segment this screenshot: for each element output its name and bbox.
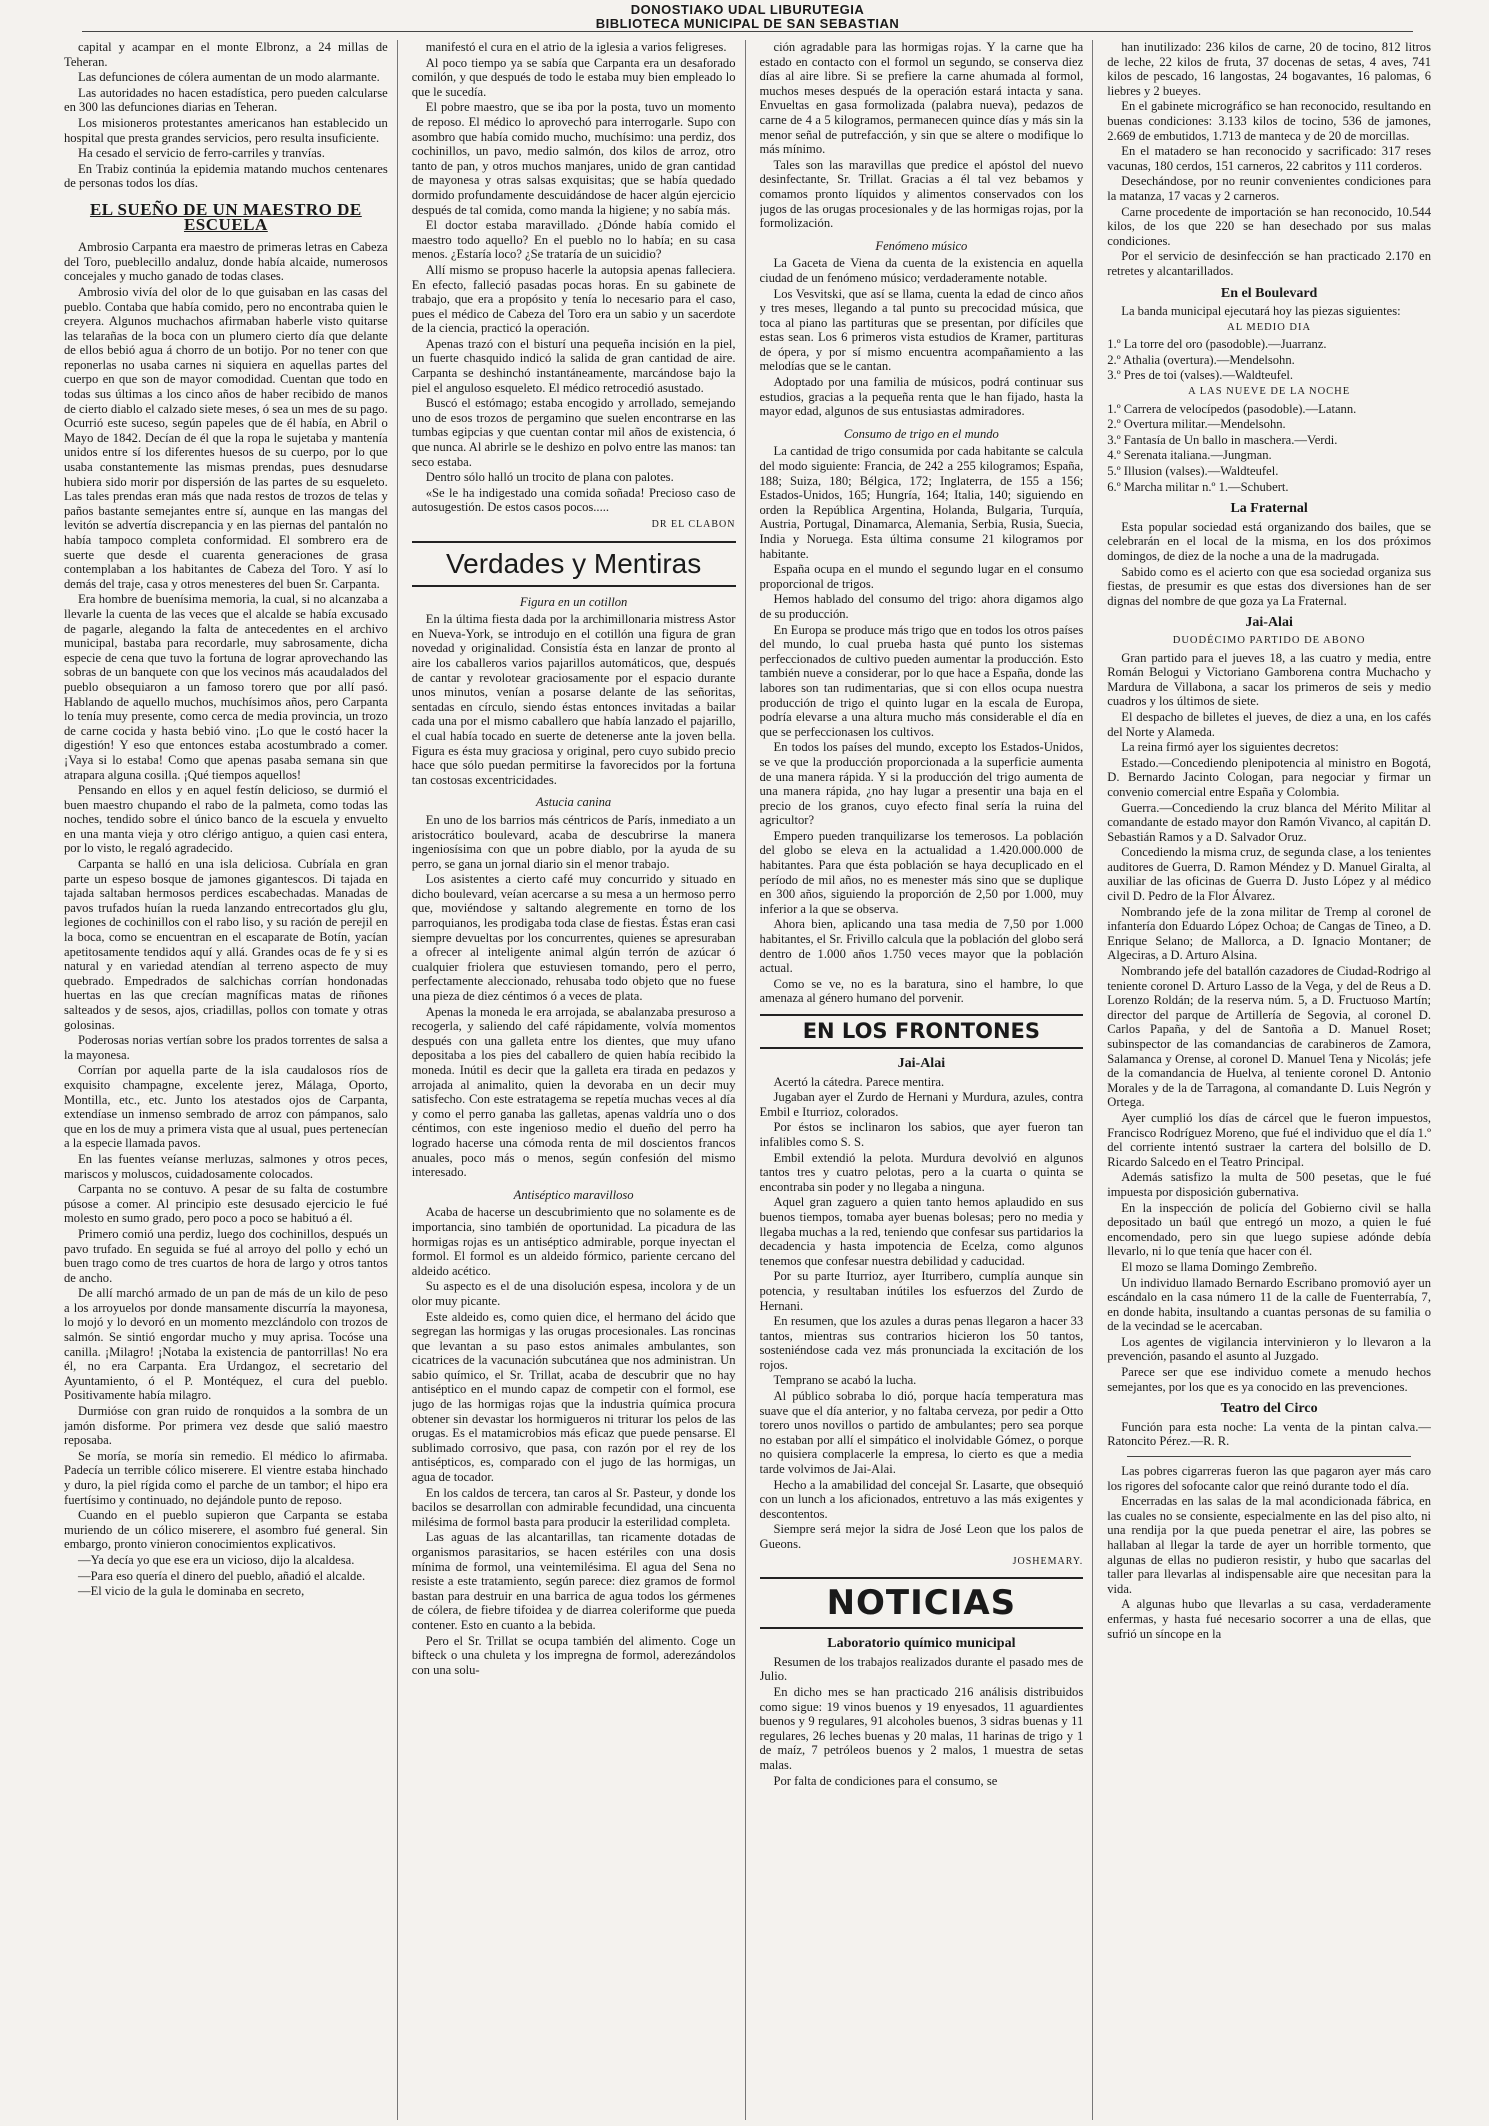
paragraph: Pero el Sr. Trillat se ocupa también del alimento. Coge un bifteck o una chuleta y los impregna de formol, aderezándolos con una solu- — [411, 1633, 736, 1677]
paragraph: Por éstos se inclinaron los sabios, que ayer fueron tan infalibles como S. S. — [759, 1120, 1084, 1149]
section-title-verdades: Verdades y Mentiras — [412, 541, 736, 587]
paragraph: 3.º Fantasía de Un ballo in maschera.—Verdi. — [1107, 432, 1338, 447]
divider — [1127, 1456, 1411, 1457]
paragraph: España ocupa en el mundo el segundo lugar en el consumo proporcional de trigos. — [759, 562, 1084, 591]
paragraph: Se moría, se moría sin remedio. El médico lo afirmaba. Padecía un terrible cólico miserere. El vientre estaba hinchado y duro, la piel rígida como el parche de un tambor; el hipo era fuertísimo y continuado, no dejándole punto de reposo. — [64, 1448, 388, 1507]
article-body-sueno-cont — [412, 40, 736, 515]
paragraph: El mozo se llama Domingo Zembreño. — [1121, 1259, 1318, 1274]
band-part-night: A LAS NUEVE DE LA NOCHE — [1188, 386, 1351, 398]
paragraph: En la última fiesta dada por la archimillonaria mistress Astor en Nueva-York, se introdujo en el cotillón una figura de gran novedad y originalidad. Consistía ésta en lanzar de pronto al aire los caballeros varios pajarillos automáticos, que, después de cantar y revolotear graciosamente por el espacio durante unos minutos, venían a posarse delante de las señoritas, sentadas en círculo, siendo éstas entonces invitadas a bailar cada una por el mismo caballero que había lanzado el pajarillo, el cual había tocado en suerte de detenerse ante la joven bella. Figura es ésta muy graciosa y original, pero cuyo subido precio hace que sólo puedan permitirse la favorecidos por la fortuna tan costosas excentricidades. — [411, 612, 736, 787]
paragraph: Aquel gran zaguero a quien tanto hemos aplaudido en sus buenos tiempos, tomaba ayer buenas bolesas; pero no media y llegaba muchas a la red, teniendo que confesar sus partidarios la decadencia y hasta impotencia de Ecelza, como algunos tenemos que confesar nuestra debilidad y caducidad. — [759, 1195, 1084, 1268]
library-name-basque: DONOSTIAKO UDAL LIBURUTEGIA — [630, 2, 865, 17]
paragraph: manifestó el cura en el atrio de la iglesia a varios feligreses. — [425, 40, 727, 54]
article-signature-joshemary: JOSHEMARY. — [1012, 1555, 1084, 1567]
paragraph: Jugaban ayer el Zurdo de Hernani y Murdura, azules, contra Embil e Iturrioz, colorados. — [759, 1090, 1084, 1119]
paragraph: ción agradable para las hormigas rojas. Y la carne que ha estado en contacto con el formol un segundo, se conserva diez días al aire libre. Si se prefiere la carne ahumada al formol, muchos meses después de la operación estará intacta y sana. Envueltas en gasa formolizada (palabra nueva), pedazos de carne de 4 a 5 kilogramos, permanecen quince días y más sin la menor señal de putrefacción, y sin que se altere o modifique lo más mínimo. — [759, 40, 1084, 157]
paragraph: Estado.—Concediendo plenipotencia al ministro en Bogotá, D. Bernardo Jacinto Cologan, para negociar y firmar un convenio comercial entre España y Colombia. — [1107, 755, 1431, 799]
band-list-noon — [1107, 337, 1431, 383]
paragraph: 4.º Serenata italiana.—Jungman. — [1107, 448, 1272, 463]
article-body-news — [1107, 651, 1431, 1395]
band-program — [1107, 321, 1431, 495]
section-title-noticias: NOTICIAS — [760, 1577, 1084, 1629]
paragraph: capital y acampar en el monte Elbronz, a 24 millas de Teheran. — [64, 40, 388, 69]
paragraph: En resumen, que los azules a duras penas llegaron a hacer 33 tantos, mientras sus contrarios hicieron los 50 tantos, sosteniéndose cada vez más pronunciada la excitación de los rojos. — [759, 1314, 1084, 1372]
paragraph: Ahora bien, aplicando una tasa media de 7,50 por 1.000 habitantes, el Sr. Frivillo calcula que la población del globo será dentro de 1.000 años 1.750 veces mayor que la población actual. — [759, 917, 1084, 976]
paragraph: Pensando en ellos y en aquel festín delicioso, se durmió el buen maestro chupando el rabo de la palmeta, como todas las noches, tendido sobre el único banco de la escuela y envuelto en una manta vieja y otro clérigo antiguo, a quien casi entera, por lo visto, le regaló agradecido. — [64, 783, 388, 856]
paragraph: Por falta de condiciones para el consumo, se — [773, 1773, 998, 1788]
paragraph: A algunas hubo que llevarlas a su casa, verdaderamente enfermas, y hasta fué necesario socorrer a una de ellas, que sufrió un síncope en la — [1107, 1597, 1431, 1641]
paragraph: Primero comió una perdiz, luego dos cochinillos, después un pavo trufado. En seguida se fué al arroyo del pollo y echó un buen trago como de tres cuartos de hora de largo y otros tantos de ancho. — [64, 1226, 388, 1285]
paragraph: El doctor estaba maravillado. ¿Dónde había comido el maestro todo aquello? En el pueblo no lo había; en su casa menos. ¿Estaría loco? ¿Se trataría de un suicidio? — [411, 218, 736, 262]
paragraph: El despacho de billetes el jueves, de diez a una, en los cafés del Norte y Alameda. — [1107, 709, 1431, 739]
paragraph: La reina firmó ayer los siguientes decretos: — [1121, 740, 1339, 755]
paragraph: Resumen de los trabajos realizados durante el pasado mes de Julio. — [759, 1654, 1084, 1684]
article-body-antiseptico — [412, 1205, 736, 1677]
subheading-fraternal: La Fraternal — [1230, 501, 1308, 517]
section-title-frontones: EN LOS FRONTONES — [760, 1014, 1084, 1049]
paragraph: Temprano se acabó la lucha. — [773, 1373, 917, 1388]
paragraph: Su aspecto es el de una disolución espesa, incolora y de un olor muy picante. — [411, 1279, 736, 1308]
paragraph: Era hombre de buenísima memoria, la cual, si no alcanzaba a llevarle la cuenta de las veces que el alcalde se había excusado de pagarle, alegando la falta de antecedentes en el archivo municipal, bastaba para recordarle, muy sabrosamente, dicha especie de cena que tuvo la fortuna de lograr aprovechando las sobras de un banquete con que los vecinos más acaudalados del pueblo obsequiaron a un famoso torero que por allí pasó. Hablando de aquello muchos, muchísimos años, pero Carpanta lo tenía muy presente, como cerca de media provincia, un trozo de carne cocida y hasta bebió vino. ¡Lo que le costó hacer la digestión! Y eso que entonces estaba acostumbrado a comer. ¡Vaya si lo estaba! Como que apenas pasaba semana sin que atrapara alguna cosilla. ¡Qué tiempos aquellos! — [64, 592, 388, 782]
paragraph: En Europa se produce más trigo que en todos los otros países del mundo, lo cual prueba hasta qué punto los sistemas perfeccionados de cultivo pueden aumentar la producción. Esto también nueve a considerar, por lo que hace a España, donde las labores son tan rudimentarias, que si con ellos ocupa nuestra producción de trigo el quinto lugar en la escala de Europa, podría elevarse a una altura mucho más considerable el día en que se perfeccionasen los cultivos. — [759, 622, 1084, 739]
paragraph: Esta popular sociedad está organizando dos bailes, que se celebrarán en el local de la misma, en los dos próximos domingos, de diez de la noche a una de la madrugada. — [1107, 519, 1431, 563]
paragraph: Desechándose, por no reunir convenientes condiciones para la matanza, 17 vacas y 2 carneros. — [1107, 174, 1431, 203]
article-body-fraternal — [1107, 520, 1431, 609]
article-body-cotillon — [412, 612, 736, 787]
paragraph: Nombrando jefe del batallón cazadores de Ciudad-Rodrigo al teniente coronel D. Arturo Lasso de la Vega, y del de Reus a D. Lorenzo Roldán; de la reserva núm. 5, a D. Fructuoso Martín; director del parque de Artillería de Segovia, al coronel D. Carlos Papaña, y del de Santoña a D. Manuel Roset; subinspector de las comandancias de carabineros de Zamora, Salamanca y Orense, al coronel D. Manuel Tena y Nicolás; jefe de la comandancia de Huelva, al teniente coronel D. Antonio Morales y de la de Tarragona, al comandante D. Luis Negrón y Ortega. — [1107, 964, 1431, 1110]
paragraph: 6.º Marcha militar n.º 1.—Schubert. — [1107, 479, 1289, 494]
cholera-news — [64, 40, 388, 191]
subheading-fenomeno: Fenómeno músico — [875, 238, 968, 253]
paragraph: «Se le ha indigestado una comida soñada! Precioso caso de autosugestión. De estos casos pocos..... — [411, 485, 736, 515]
paragraph: Las pobres cigarreras fueron las que pagaron ayer más caro los rigores del sofocante calor que reinó durante todo el día. — [1107, 1464, 1431, 1493]
paragraph: Carpanta no se contuvo. A pesar de su falta de costumbre púsose a comer. Al principio este desusado ejercicio le fué molesto en sumo grado, pero poco a poco se habituó a él. — [64, 1182, 388, 1226]
paragraph: Embil extendió la pelota. Murdura devolvió en algunos tantos tres y cuatro pelotas, pero a la cuarta o quinta se encontraba sin poder y no llegaba a ninguna. — [759, 1150, 1084, 1194]
paragraph: Acertó la cátedra. Parece mentira. — [773, 1074, 945, 1089]
column-3 — [760, 40, 1094, 2120]
paragraph: Además satisfizo la multa de 500 pesetas, que le fué impuesta por disposición gubernativa. — [1107, 1170, 1431, 1199]
paragraph: La Gaceta de Viena da cuenta de la existencia en aquella ciudad de un fenómeno músico; verdaderamente notable. — [759, 256, 1084, 285]
article-body-laboratorio-cont — [1107, 40, 1431, 279]
library-header — [82, 0, 1413, 32]
band-part-noon: AL MEDIO DIA — [1227, 321, 1312, 333]
subheading-astucia: Astucia canina — [536, 795, 612, 810]
article-body-sueno — [64, 240, 388, 1599]
paragraph: En dicho mes se han practicado 216 análisis distribuidos como sigue: 19 vinos buenos y 19 enyesados, 11 aguardientes buenos y 9 regulares, 91 alcoholes buenos, 3 sidras buenas y 11 regulares, 26 leches buenas y 20 malas, 11 harinas de trigo y 1 de maíz, 7 petróleos buenos y 2 malos, 1 muestra de setas malas. — [759, 1684, 1084, 1772]
paragraph: Guerra.—Concediendo la cruz blanca del Mérito Militar al comandante de estado mayor don Ramón Vivanco, al capitán D. Sebastián Ramos y a D. Salvador Oruz. — [1107, 800, 1431, 844]
paragraph: Hecho a la amabilidad del concejal Sr. Lasarte, que obsequió con un lunch a los aficionados, entretuvo a las más exigentes y descontentos. — [759, 1477, 1084, 1521]
paragraph: Al público sobraba lo dió, porque hacía temperatura mas suave que el día anterior, y no faltaba cerveza, por pedir a Otto torero unos novillos o partido de ambulantes; pero sea porque no estaban por allí el simpático el inolvidable Gómez, o porque no quisiera complacerle la empresa, lo cierto es que a media tarde volvimos de Jai-Alai. — [759, 1389, 1084, 1477]
band-list-night — [1107, 402, 1431, 495]
paragraph: 2.º Overtura militar.—Mendelsohn. — [1107, 417, 1286, 432]
paragraph: Los agentes de vigilancia intervinieron y lo llevaron a la prevención, pasando el asunto al Juzgado. — [1107, 1334, 1431, 1364]
article-body-jai-alai — [760, 1075, 1084, 1552]
column-1 — [64, 40, 398, 2120]
article-signature: DR EL CLABON — [651, 519, 736, 530]
paragraph: Parece ser que ese individuo comete a menudo hechos semejantes, por los que es ya conocido en las prevenciones. — [1107, 1365, 1431, 1394]
paragraph: Por el servicio de desinfección se han practicado 2.170 en retretes y alcantarillados. — [1107, 249, 1431, 278]
paragraph: En uno de los barrios más céntricos de París, inmediato a un aristocrático boulevard, acaba de descubrirse la manera ingeniosísima con que un pobre diablo, por la ayuda de su perro, se gana un jornal diario sin el menor trabajo. — [411, 812, 736, 871]
article-body-fenomeno — [760, 256, 1084, 419]
paragraph: En el matadero se han reconocido y sacrificado: 317 reses vacunas, 180 cerdos, 151 carneros, 22 cabritos y 111 corderos. — [1107, 144, 1431, 173]
library-name-spanish: BIBLIOTECA MUNICIPAL DE SAN SEBASTIAN — [595, 16, 900, 31]
paragraph: Gran partido para el jueves 18, a las cuatro y media, entre Román Belogui y Victoriano Gamborena contra Muchacho y Mardura de Villabona, a sacar los primeros de seis y medio cuadros y los últimos de siete. — [1107, 650, 1431, 709]
paragraph: Dentro sólo halló un trocito de plana con palotes. — [425, 470, 674, 485]
paragraph: Buscó el estómago; estaba encogido y arrollado, semejando uno de esos trozos de pergamino que suelen encontrarse en las tumbas egipcias y que cuentan contar mil años de existencia, ó que nunca. Al abrirle se le deshizo en polvo entre las manos: tan seco estaba. — [411, 396, 736, 469]
paragraph: Los Vesvitski, que así se llama, cuenta la edad de cinco años y tres meses, llegando a tal punto su precocidad música, que toca al piano las partituras que se presentan, por difíciles que estas sean. Los 6 primeros vista estudios de Kramer, partituras de ópera, y por sí mismo encuentra acompañamiento a las melodías que se le cantan. — [759, 286, 1084, 374]
paragraph: han inutilizado: 236 kilos de carne, 20 de tocino, 812 litros de leche, 22 kilos de fruta, 37 docenas de setas, 4 aves, 741 kilos de pescado, 16 langostas, 24 bogavantes, 16 palomas, 6 liebres y 2 bueyes. — [1107, 40, 1431, 98]
subheading-boulevard: En el Boulevard — [1220, 285, 1318, 301]
paragraph: La cantidad de trigo consumida por cada habitante se calcula del modo siguiente: Francia, de 242 a 255 kilogramos; España, 188; Suiza, 180; Bélgica, 172; Inglaterra, de 155 a 156; Estados-Unidos, 165; Hungría, 164; Italia, 140; siguiendo en orden la República Argentina, Holanda, Bulgaria, Turquía, Austria, Portugal, Dinamarca, Alemania, Serbia, Rusia, Suecia, India y Noruega. Esta última consume 21 kilogramos por habitante. — [759, 444, 1084, 561]
paragraph: El pobre maestro, que se iba por la posta, tuvo un momento de reposo. El médico lo aprovechó para interrogarle. Supo con asombro que había comido mucho, muchísimo: una perdiz, dos cochinillos, un pavo, medio salmón, dos kilos de arroz, otro tanto de pan, y otros muchos manjares, unido de gran cantidad de mayonesa y otras salsas exquisitas; que se había quedado dormido profundamente descuidándose de hacer algún ejercicio después de tal comida, como manda la higiene; y no sabía más. — [411, 100, 736, 217]
paragraph: En el gabinete micrográfico se han reconocido, resultando en buenas condiciones: 3.133 kilos de tocino, 536 de jamones, 2.669 de embutidos, 1.713 de manteca y de 20 de morcillas. — [1107, 99, 1431, 143]
paragraph: Carne procedente de importación se han reconocido, 10.544 kilos, de los que 220 se han desechado por sus malas condiciones. — [1107, 204, 1431, 248]
paragraph: Hemos hablado del consumo del trigo: ahora digamos algo de su producción. — [759, 592, 1084, 621]
paragraph: Concediendo la misma cruz, de segunda clase, a los tenientes auditores de Guerra, D. Ramon Méndez y D. Manuel Giralta, al auxiliar de las oficinas de Guerra D. Justo López y al médico civil D. Pedro de la Flor Álvarez. — [1107, 845, 1431, 904]
paragraph: 5.º Illusion (valses).—Waldteufel. — [1107, 464, 1279, 479]
abono-label: DUODÉCIMO PARTIDO DE ABONO — [1172, 634, 1366, 646]
paragraph: Corrían por aquella parte de la isla caudalosos ríos de exquisito champagne, excelente jerez, Málaga, Oporto, Montilla, etc., etc. Junto los atestados ojos de Carpanta, extendíase un inmenso sembrado de arroz con pámpanos, salo que en los de muy a primera vista que al usual, pues pertenecían a la especie llamada pavos. — [64, 1063, 388, 1151]
paragraph: —Ya decía yo que ese era un vicioso, dijo la alcaldesa. — [78, 1552, 355, 1567]
article-body-antiseptico-cont — [760, 40, 1084, 231]
paragraph: Encerradas en las salas de la mal acondicionada fábrica, en las cuales no se consiente, especialmente en las del piso alto, ni una rendija por la que pueda penetrar el aire, las pobres se hallaban al llegar la tarde de ayer un horrible tormento, que algunas de ellas no pudieron resistir, y hubo que sacarlas del taller para llevarlas al indispensable aire que necesitan para la vida. — [1107, 1494, 1431, 1596]
subheading-laboratorio: Laboratorio químico municipal — [827, 1636, 1016, 1652]
column-4 — [1107, 40, 1431, 2120]
paragraph: Los misioneros protestantes americanos han establecido un hospital que presta grandes servicios, pero resulta insuficiente. — [64, 115, 388, 145]
paragraph: Ambrosio Carpanta era maestro de primeras letras en Cabeza del Toro, pueblecillo andaluz, donde había alcaide, numerosos concejales y mucho ganado de todas clases. — [64, 240, 388, 284]
subheading-trigo: Consumo de trigo en el mundo — [843, 426, 999, 441]
paragraph: Ambrosio vivía del olor de lo que guisaban en las casas del pueblo. Contaba que había comido, pero no encontraba quien le creyera. Algunos muchachos afirmaban haberle visto quitarse las telarañas de la boca con un plumero cierto día que delante de ellos bebió agua á chorro de un botijo. Por no tener con que reponerlas no usaba carnes ni siquiera en aquellas partes del cuerpo en que son de mayor comodidad. Cuentan que todo en todas sus últimas a los cinco años de haber recibido de manos de cierto diablo el calzado siete meses, ó sea un mes de su pago. Ocurrió este suceso, según papeles que de él había, en Abril o Mayo de 1842. Decían de él que la ropa le sujetaba y mantenía unidos entre sí los diferentes huesos de su cuerpo, por lo que usaba constantemente las mismas prendas, pues desnudarse hubiera sido morir por dispersión de las partes de su esqueleto. Las tales prendas eran más que nada restos de trozos de telas y paños bastante semejantes entre sí, aunque en las mangas del levitón se advertía discrepancia y en las piernas del pantalón no había tampoco completa conformidad. El sombrero era de suerte que desde el cuarenta generaciones de grasa contemplaban a los habitantes de Cabeza del Toro. Y así lo demás del traje, casa y otros menesteres del buen Sr. Carpanta. — [64, 284, 388, 591]
paragraph: Carpanta se halló en una isla deliciosa. Cubríala en gran parte un espeso bosque de jamones gigantescos. Di tajada en tajada saltaban hermosos perdices escabechadas. Manadas de pavos trufados huían la rueda lanzando entrecortados glu glu, legiones de cochinillos con el rabo liso, y su ración de perejil en la boca, como se encuentran en el escaparate de Botín, yacían apetitosamente tendidos aquí y allá. Grandes ocas de fe y si es natural y en variedad atendían al terreno aspecto de muy quebrado. Empedrados de salchichas corrían hondonadas huertas en las que crecían magníficas matas de riñones salteados y de sesos, ajos, criadillas, pollos con tomate y otras golosinas. — [64, 857, 388, 1032]
subheading-circo: Teatro del Circo — [1220, 1401, 1318, 1417]
subheading-jai-alai: Jai-Alai — [897, 1056, 946, 1071]
paragraph: Las defunciones de cólera aumentan de un modo alarmante. — [78, 70, 380, 85]
paragraph: En la inspección de policía del Gobierno civil se halla depositado un baúl que entregó un mozo, a quien le fué encomendado, pero sin que luego supiese adónde debía llevarlo, ni lo que tenía que hacer con él. — [1107, 1200, 1431, 1259]
subheading-jai-alai-2: Jai-Alai — [1245, 615, 1293, 631]
paragraph: Este aldeido es, como quien dice, el hermano del ácido que segregan las hormigas y las orugas procesionales. Las roncinas que levantan a su paso estos animales ambulantes, son cicatrices de la vacunación subcutánea que nos administran. Un sabio químico, el Sr. Trillat, acaba de descubrir que no hay antiséptico en el mundo capaz de competir con el formol, ese jugo de las hormigas rojas que la industria química procura obtener sin devastar los hormigueros ni triturar los pelos de las orugas. Es el matamicrobios más eficaz que puede pensarse. El sublimado corrosivo, que pasa, con razón por el rey de los antisépticos, es, comparado con el jugo de las hormigas, un agua de tocador. — [411, 1309, 736, 1485]
paragraph: Las autoridades no hacen estadística, pero pueden calcularse en 300 las defunciones diarias en Teheran. — [64, 85, 388, 115]
paragraph: En las fuentes veíanse merluzas, salmones y otros peces, mariscos y moluscos, cuidadosamente colocados. — [64, 1151, 388, 1181]
paragraph: Al poco tiempo ya se sabía que Carpanta era un desaforado comilón, y que después de todo le estaba muy bien empleado lo que le sucedía. — [411, 55, 736, 99]
paragraph: Las aguas de las alcantarillas, tan ricamente dotadas de organismos parasitarios, se hacen estériles con una dosis mínima de formol, una veintemilésima. El agua del Sena no resiste a este tratamiento, según parece: diez gramos de formol bastan para destruir en una barrica de agua todos los gérmenes de cólera, de fiebre tifoidea y de diarrea coleriforme que pueda contener. Esto en cuanto a la bebida. — [411, 1530, 736, 1632]
paragraph: Poderosas norias vertían sobre los prados torrentes de salsa a la mayonesa. — [64, 1033, 388, 1062]
paragraph: Nombrando jefe de la zona militar de Tremp al coronel de infantería don Eduardo López Ochoa; de Cangas de Tineo, a D. Enrique Selano; de Mallorca, a D. Ignacio Montaner; de Algeciras, a D. Arturo Alsina. — [1107, 904, 1431, 963]
paragraph: —Para eso quería el dinero del pueblo, añadió el alcalde. — [78, 1568, 366, 1583]
subheading-antiseptico: Antiséptico maravilloso — [513, 1187, 634, 1202]
paragraph: Durmióse con gran ruido de ronquidos a la sombra de un jamón disforme. Por primera vez desde que salió maestro reposaba. — [64, 1404, 388, 1448]
paragraph: En todos los países del mundo, excepto los Estados-Unidos, se ve que la producción proporcionada a la superficie aumenta de una manera rápida. Y si la producción del trigo aumenta de una manera rápida, ¿no hay lugar a presentir una baja en el precio de los granos, cuyo efecto final sería la ruina del agricultor? — [759, 740, 1084, 828]
paragraph: Por su parte Iturrioz, ayer Iturribero, cumplía aunque sin potencia, y resultaban inútiles los esfuerzos del Zurdo de Hernani. — [759, 1269, 1084, 1313]
article-body-laboratorio — [760, 1655, 1084, 1788]
paragraph: Siempre será mejor la sidra de José Leon que los palos de Gueons. — [759, 1522, 1084, 1551]
column-2 — [412, 40, 746, 2120]
subheading-cotillon: Figura en un cotillon — [519, 594, 628, 609]
paragraph: En Trabiz continúa la epidemia matando muchos centenares de personas todos los días. — [64, 161, 388, 191]
paragraph: 2.º Athalia (overtura).—Mendelsohn. — [1107, 352, 1295, 367]
band-intro: La banda municipal ejecutará hoy las piezas siguientes: — [1121, 304, 1401, 319]
paragraph: 1.º La torre del oro (pasodoble).—Juarranz. — [1107, 337, 1327, 352]
columns — [64, 40, 1431, 2120]
paragraph: Tales son las maravillas que predice el apóstol del nuevo desinfectante, Sr. Trillat. Gracias a él tal vez bebamos y comamos pronto líquidos y alimentos conservados con los jugos de las orugas procesionales y de las hormigas rojas, por la formolización. — [759, 157, 1084, 231]
circo-program: Función para esta noche: La venta de la pintan calva.—Ratoncito Pérez.—R. R. — [1107, 1419, 1431, 1449]
paragraph: Como se ve, no es la baratura, sino el hambre, lo que amenaza al género humano del porvenir. — [759, 976, 1084, 1006]
article-title-sueno: EL SUEÑO DE UN MAESTRO DE ESCUELA — [89, 199, 362, 234]
paragraph: Apenas trazó con el bisturí una pequeña incisión en la piel, un fuerte chasquido indicó la salida de gran cantidad de aire. Carpanta se deshinchó instantáneamente, marcándose bajo la piel el anguloso esqueleto. El médico retrocedió asustado. — [411, 336, 736, 395]
paragraph: Los asistentes a cierto café muy concurrido y situado en dicho boulevard, veían acercarse a su mesa a un hermoso perro que, moviéndose y saltando alegremente en torno de los parroquianos, les prodigaba toda clase de fiestas. Éstas eran casi siempre devueltas por los concurrentes, quienes se apresuraban a ofrecer al inteligente animal algún terrón de azúcar ó cualquier friolera que estuviesen tomando, pero el perro, perfectamente aleccionado, rehusaba todo objeto que no fuese una pieza de diez céntimos ó a veces de plata. — [411, 872, 736, 1004]
paragraph: Un individuo llamado Bernardo Escribano promovió ayer un escándalo en la casa número 11 de la calle de Fuenterrabía, 7, en donde habita, insultando a cuantas personas de su familia o de la vecindad se le acercaban. — [1107, 1275, 1431, 1334]
paragraph: Apenas la moneda le era arrojada, se abalanzaba presuroso a recogerla, y saliendo del café rápidamente, volvía momentos después con una galleta entre los dientes, que muy ufano depositaba a los pies del caballero de quien había recibido la moneda. Inútil es decir que la galleta era tirada en pedazos y arrojada al animalito, quien la devoraba en un decir muy satisfecho. Con este estratagema se repetía muchas veces al día y como el perro ganaba las galletas, apenas valdría uno o dos céntimos, con este ingenioso medio el dueño del perro ha logrado hacerse una cómoda renta de mil doscientos francos anuales, poco más o menos, según confesión del mismo interesado. — [411, 1004, 736, 1180]
paragraph: 3.º Pres de toi (valses).—Waldteufel. — [1107, 368, 1294, 383]
article-body-astucia — [412, 813, 736, 1180]
paragraph: Cuando en el pueblo supieron que Carpanta se estaba muriendo de un cólico miserere, el asombro fué general. Sin embargo, pronto vinieron conocimientos explicativos. — [64, 1508, 388, 1552]
article-body-trigo — [760, 444, 1084, 1006]
paragraph: Adoptado por una familia de músicos, podrá continuar sus estudios, gracias a la pequeña renta que le han fijado, hasta la mayor edad, algunos de sus entusiastas admiradores. — [759, 375, 1084, 419]
paragraph: Allí mismo se propuso hacerle la autopsia apenas falleciera. En efecto, falleció pasadas pocas horas. En su gabinete de trabajo, que era a propósito y tenía lo necesario para el caso, pues el médico de Cabeza del Toro era un sabio y un sacerdote de la ciencia, practicó la operación. — [411, 262, 736, 336]
article-body-cigarreras — [1107, 1464, 1431, 1641]
paragraph: 1.º Carrera de velocípedos (pasodoble).—Latann. — [1107, 401, 1357, 416]
paragraph: Ha cesado el servicio de ferro-carriles y tranvías. — [78, 146, 325, 161]
paragraph: Ayer cumplió los días de cárcel que le fueron impuestos, Francisco Rodríguez Moreno, que fué el individuo que el día 1.º del corriente intentó sustraer la cartera del bolsillo de D. Ricardo Salcedo en el Teatro Principal. — [1107, 1110, 1431, 1169]
paragraph: En los caldos de tercera, tan caros al Sr. Pasteur, y donde los bacilos se desarrollan con admirable fecundidad, una cincuenta milésima de formol basta para producir la esterilidad completa. — [411, 1485, 736, 1529]
paragraph: De allí marchó armado de un pan de más de un kilo de peso a los arroyuelos por donde mansamente discurría la mayonesa, lo mojó y lo devoró en un momento mezclándolo con trozos de salmón. Se sintió engordar mucho y muy aprisa. Tocóse una canilla. ¡Milagro! ¡Notaba la existencia de pantorrillas! No era él, no era Carpanta. Era Urdangoz, el secretario del Ayuntamiento, ó el P. Montéquez, el cura del pueblo. Positivamente había milagro. — [64, 1286, 388, 1403]
paragraph: Acaba de hacerse un descubrimiento que no solamente es de importancia, sino también de oportunidad. La picadura de las hormigas rojas es un antiséptico admirable, porque inyectan el formol. El formol es un aldeido fórmico, pariente cercano del aldeido acético. — [411, 1205, 736, 1278]
paragraph: —El vicio de la gula le dominaba en secreto, — [78, 1584, 305, 1599]
paragraph: Sabido como es el acierto con que esa sociedad organiza sus fiestas, de presumir es que estas dos diversiones han de ser dignas del nombre de que goza ya La Fraternal. — [1107, 564, 1431, 608]
paragraph: Empero pueden tranquilizarse los temerosos. La población del globo se eleva en la actualidad a 1.420.000.000 de habitantes. Para que ésta población se haya decuplicado en el período de mil años, no es menester más sino que se duplique en 300 años, siguiendo la proporción de 2,50 por 1.000, muy inferior a la que se observa. — [759, 828, 1084, 916]
